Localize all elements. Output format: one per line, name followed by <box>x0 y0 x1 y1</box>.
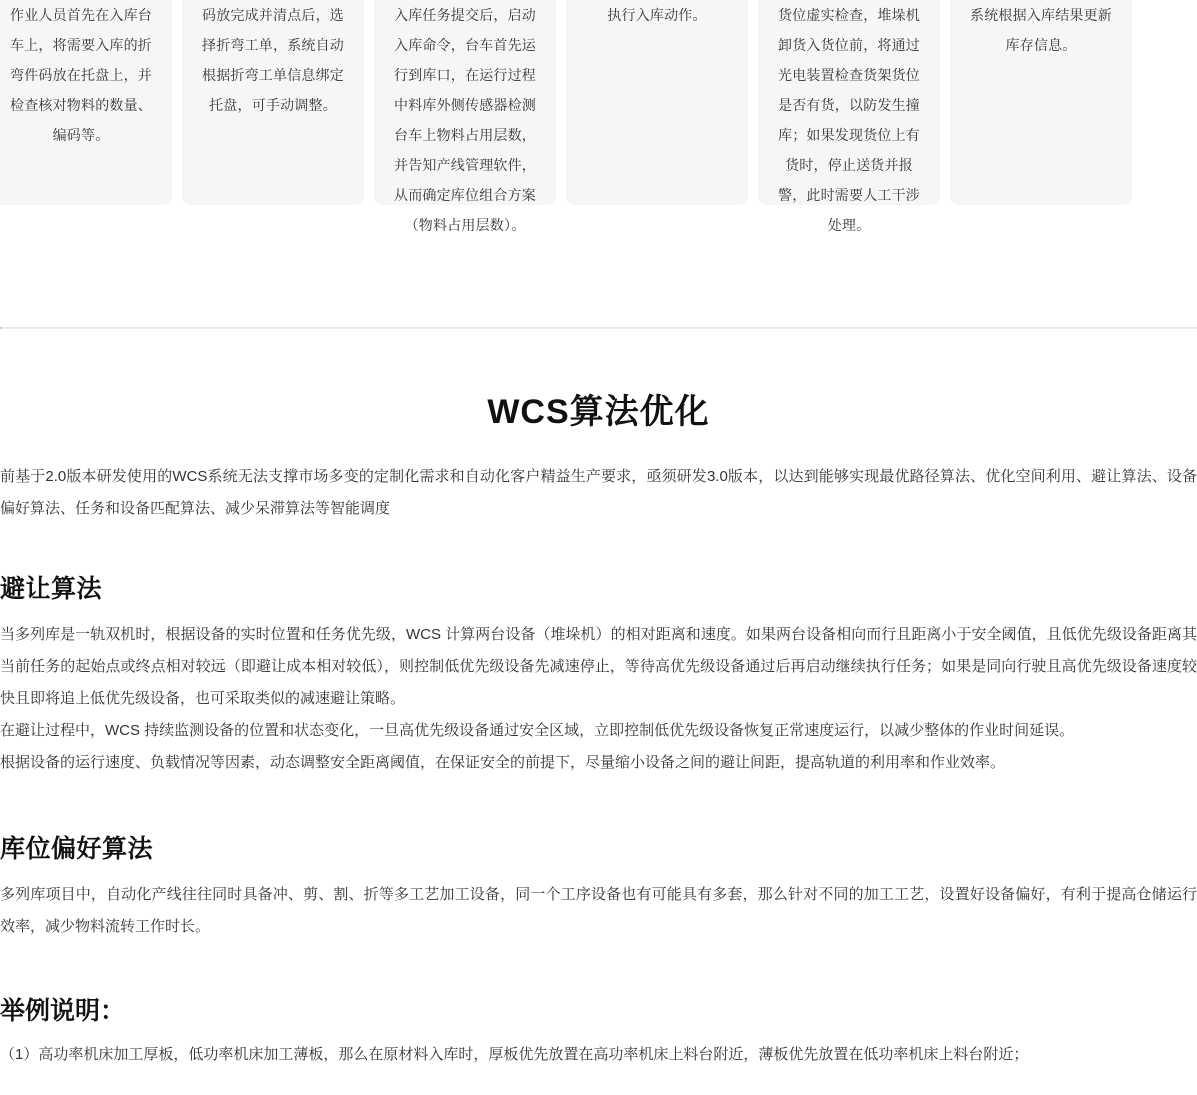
example-heading: 举例说明： <box>0 997 126 1025</box>
step-card <box>374 0 556 233</box>
intro-paragraph: 前基于2.0版本研发使用的WCS系统无法支撑市场多变的定制化需求和自动化客户精益生产要求，亟须研发3.0版本，以达到能够实现最优路径算法、优化空间利用、避让算法、设备偏好算法、任务和设备匹配算法、减少呆滞算法等智能调度 <box>0 468 1197 517</box>
section-paragraph: 在避让过程中，WCS 持续监测设备的位置和状态变化，一旦高优先级设备通过安全区域，立即控制低优先级设备恢复正常速度运行，以减少整体的作业时间延误。 <box>0 722 1075 739</box>
page-title: WCS算法优化 <box>487 393 710 431</box>
section-paragraph: 根据设备的运行速度、负载情况等因素，动态调整安全距离阈值，在保证安全的前提下，尽量缩小设备之间的避让间距，提高轨道的利用率和作业效率。 <box>0 754 1006 771</box>
section-heading-location-preference: 库位偏好算法 <box>0 835 154 863</box>
section-paragraph: 当多列库是一轨双机时，根据设备的实时位置和任务优先级，WCS 计算两台设备（堆垛机）的相对距离和速度。如果两台设备相向而行且距离小于安全阈值，且低优先级设备距离其当前任务的起始点或终点相对较远（即避让成本相对较低），则控制低优先级设备先减速停止，等待高优先级设备通过后再启动继续执行任务；如果是同向行驶且高优先级设备速度较快且即将追上低优先级设备，也可采取类似的减速避让策略。 <box>0 626 1197 707</box>
step-card <box>758 0 940 233</box>
bottom-spacer <box>0 1071 1197 1095</box>
example-list-item: （1）高功率机床加工厚板，低功率机床加工薄板，那么在原材料入库时，厚板优先放置在高功率机床上料台附近，薄板优先放置在低功率机床上料台附近； <box>0 1046 1029 1063</box>
section-divider <box>0 327 1197 329</box>
step-card-text: 执行入库动作。 <box>607 7 707 23</box>
step-card-text: 货位虚实检查，堆垛机卸货入货位前，将通过光电装置检查货架货位是否有货，以防发生撞库；如果发现货位上有货时，停止送货并报警，此时需要人工干涉处理。 <box>778 7 920 233</box>
step-card-text: 入库任务提交后，启动入库命令，台车首先运行到库口，在运行过程中料库外侧传感器检测台车上物料占用层数，并告知产线管理软件，从而确定库位组合方案（物料占用层数）。 <box>394 7 536 233</box>
step-card-text: 码放完成并清点后，选择折弯工单，系统自动根据折弯工单信息绑定托盘，可手动调整。 <box>202 7 344 113</box>
step-card-text: 系统根据入库结果更新库存信息。 <box>970 7 1112 53</box>
step-card <box>566 0 748 205</box>
section-heading-avoidance: 避让算法 <box>0 575 103 603</box>
process-steps-row <box>0 0 1197 265</box>
step-card-text: 作业人员首先在入库台车上，将需要入库的折弯件码放在托盘上，并检查核对物料的数量、编码等。 <box>10 7 152 143</box>
step-card <box>950 0 1132 205</box>
section-paragraph: 多列库项目中，自动化产线往往同时具备冲、剪、割、折等多工艺加工设备，同一个工序设备也有可能具有多套，那么针对不同的加工工艺，设置好设备偏好，有利于提高仓储运行效率，减少物料流转工作时长。 <box>0 886 1197 935</box>
step-card <box>0 0 172 205</box>
step-card <box>182 0 364 205</box>
